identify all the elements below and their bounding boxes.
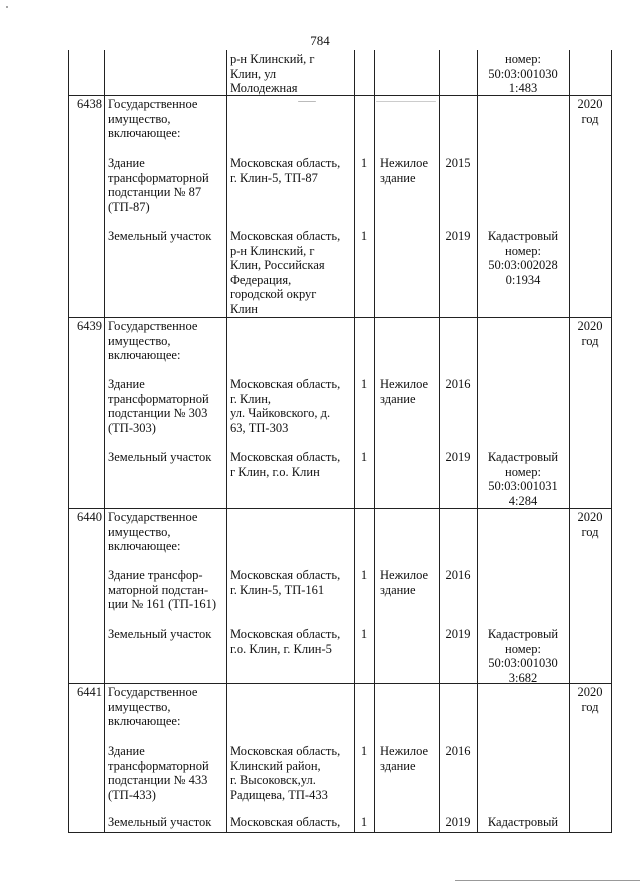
land-note: Кадастровый номер: 50:03:001031 4:284 <box>487 450 559 508</box>
building-type: Нежилое здание <box>380 568 429 597</box>
table-rule <box>226 50 227 833</box>
carryover-address: р-н Клинский, г Клин, ул Молодежная <box>230 52 315 96</box>
land-name: Земельный участок <box>108 450 212 464</box>
building-qty: 1 <box>360 744 368 758</box>
building-type: Нежилое здание <box>380 744 429 773</box>
land-address: Московская область, г.о. Клин, г. Клин-5 <box>230 627 341 656</box>
land-note: Кадастровый номер: 50:03:001030 3:682 <box>487 627 559 685</box>
table-rule <box>374 50 375 833</box>
record-header: Государственное имущество, включающее: <box>108 510 198 554</box>
record-number: 6441 <box>77 685 102 699</box>
record-header: Государственное имущество, включающее: <box>108 97 198 141</box>
table-rule <box>68 317 612 318</box>
record-year: 2020 год <box>577 319 603 348</box>
building-address: Московская область, г. Клин-5, ТП-161 <box>230 568 341 597</box>
building-name: Здание трансформаторной подстанции № 303 (ТП-303) <box>108 377 209 435</box>
building-qty: 1 <box>360 377 368 391</box>
scan-speck <box>376 101 436 102</box>
carryover-note: номер: 50:03:001030 1:483 <box>488 52 558 96</box>
record-year: 2020 год <box>577 510 603 539</box>
land-note: Кадастровый номер: 50:03:002028 0:1934 <box>487 229 559 287</box>
record-header: Государственное имущество, включающее: <box>108 685 198 729</box>
land-qty: 1 <box>360 450 368 464</box>
building-date: 2016 <box>445 744 471 758</box>
land-address: Московская область, <box>230 815 341 829</box>
land-address: Московская область, р-н Клинский, г Клин, Российская Федерация, городской округ Клин <box>230 229 341 316</box>
building-name: Здание трансформаторной подстанции № 433 (ТП-433) <box>108 744 209 802</box>
table-rule <box>569 50 570 833</box>
page-number: 784 <box>310 33 330 48</box>
table-rule <box>68 832 612 833</box>
table-rule <box>611 50 612 833</box>
table-rule <box>104 50 105 833</box>
land-qty: 1 <box>360 815 368 829</box>
building-name: Здание трансфор- маторной подстан- ции № 161 (ТП-161) <box>108 568 217 612</box>
record-number: 6439 <box>77 319 102 333</box>
building-qty: 1 <box>360 156 368 170</box>
building-name: Здание трансформаторной подстанции № 87 (ТП-87) <box>108 156 209 214</box>
land-qty: 1 <box>360 627 368 641</box>
land-name: Земельный участок <box>108 815 212 829</box>
land-address: Московская область, г Клин, г.о. Клин <box>230 450 341 479</box>
building-date: 2016 <box>445 568 471 582</box>
building-qty: 1 <box>360 568 368 582</box>
land-name: Земельный участок <box>108 229 212 243</box>
land-qty: 1 <box>360 229 368 243</box>
building-date: 2016 <box>445 377 471 391</box>
record-header: Государственное имущество, включающее: <box>108 319 198 363</box>
table-rule <box>68 50 69 833</box>
building-address: Московская область, Клинский район, г. Высоковск,ул. Радищева, ТП-433 <box>230 744 341 802</box>
building-address: Московская область, г. Клин-5, ТП-87 <box>230 156 341 185</box>
land-date: 2019 <box>445 450 471 464</box>
building-type: Нежилое здание <box>380 156 429 185</box>
table-rule <box>477 50 478 833</box>
record-number: 6440 <box>77 510 102 524</box>
scan-edge <box>455 880 640 881</box>
land-date: 2019 <box>445 815 471 829</box>
land-date: 2019 <box>445 229 471 243</box>
land-date: 2019 <box>445 627 471 641</box>
building-type: Нежилое здание <box>380 377 429 406</box>
building-date: 2015 <box>445 156 471 170</box>
land-name: Земельный участок <box>108 627 212 641</box>
record-year: 2020 год <box>577 97 603 126</box>
record-number: 6438 <box>77 97 102 111</box>
scan-speck <box>298 101 316 102</box>
record-year: 2020 год <box>577 685 603 714</box>
scan-speck <box>6 6 8 8</box>
land-note: Кадастровый <box>487 815 559 829</box>
building-address: Московская область, г. Клин, ул. Чайковского, д. 63, ТП-303 <box>230 377 341 435</box>
